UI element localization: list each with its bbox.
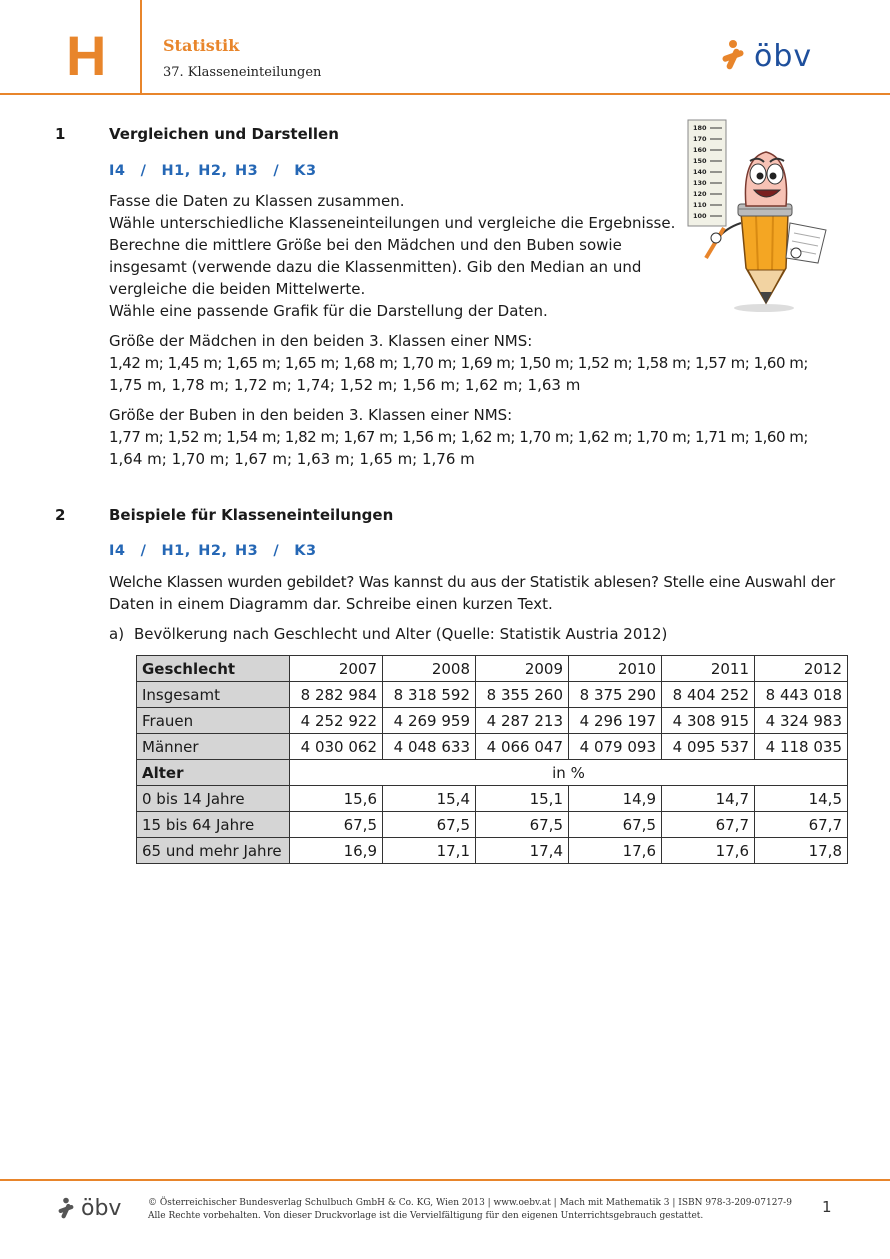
table-row bbox=[137, 812, 848, 838]
ruler-tick-label: 150 bbox=[693, 157, 707, 165]
footer-line: Alle Rechte vorbehalten. Von dieser Druckvorlage ist die Vervielfältigung für den eigenen Unterrichtsgebrauch gestattet. bbox=[148, 1211, 704, 1221]
exercise-number-1: 1 bbox=[55, 125, 66, 143]
table-cell: 67,7 bbox=[755, 812, 848, 838]
row-label: 15 bis 64 Jahre bbox=[137, 812, 290, 838]
pencil-mascot-icon bbox=[686, 118, 836, 318]
table-cell: 4 308 915 bbox=[662, 708, 755, 734]
table-cell: 4 296 197 bbox=[569, 708, 662, 734]
population-table bbox=[136, 655, 848, 864]
ruler-tick-label: 110 bbox=[693, 201, 707, 209]
table-row bbox=[137, 708, 848, 734]
row-label: 0 bis 14 Jahre bbox=[137, 786, 290, 812]
table-cell: 4 324 983 bbox=[755, 708, 848, 734]
table-cell: 17,6 bbox=[569, 838, 662, 864]
ruler-tick-label: 130 bbox=[693, 179, 707, 187]
table-cell: 4 252 922 bbox=[290, 708, 383, 734]
table-cell: 15,4 bbox=[383, 786, 476, 812]
exercise-1-instructions bbox=[109, 190, 675, 322]
table-cell: 8 355 260 bbox=[476, 682, 569, 708]
year-header: 2008 bbox=[383, 656, 476, 682]
footer-divider bbox=[0, 1179, 890, 1181]
exercise-title-1: Vergleichen und Darstellen bbox=[109, 125, 339, 143]
table-cell: 14,7 bbox=[662, 786, 755, 812]
table-cell: 16,9 bbox=[290, 838, 383, 864]
footer-logo-text: öbv bbox=[81, 1196, 122, 1221]
table-row bbox=[137, 734, 848, 760]
ruler-tick-label: 140 bbox=[693, 168, 707, 176]
publisher-logo bbox=[718, 38, 812, 74]
competence-codes-2: I4 / H1, H2, H3 / K3 bbox=[109, 543, 317, 559]
boys-heights-line: 1,64 m; 1,70 m; 1,67 m; 1,63 m; 1,65 m; 1,76 m bbox=[109, 450, 475, 468]
table-cell: 67,5 bbox=[569, 812, 662, 838]
item-a-text: Bevölkerung nach Geschlecht und Alter (Quelle: Statistik Austria 2012) bbox=[134, 625, 668, 643]
boys-heights-title: Größe der Buben in den beiden 3. Klassen einer NMS: bbox=[109, 406, 513, 424]
table-cell: 4 030 062 bbox=[290, 734, 383, 760]
age-header-label: Alter bbox=[137, 760, 290, 786]
table-cell: 67,5 bbox=[383, 812, 476, 838]
year-header: 2010 bbox=[569, 656, 662, 682]
table-header-row bbox=[137, 656, 848, 682]
chapter-title: 37. Klasseneinteilungen bbox=[163, 65, 322, 80]
year-header: 2011 bbox=[662, 656, 755, 682]
ruler-tick-label: 120 bbox=[693, 190, 707, 198]
row-label: Männer bbox=[137, 734, 290, 760]
pencil-mascot-illustration bbox=[686, 118, 836, 318]
table-cell: 17,1 bbox=[383, 838, 476, 864]
instruction-line: Berechne die mittlere Größe bei den Mädchen und den Buben sowie bbox=[109, 236, 622, 254]
table-header-label: Geschlecht bbox=[137, 656, 290, 682]
row-label: 65 und mehr Jahre bbox=[137, 838, 290, 864]
ruler-tick-label: 100 bbox=[693, 212, 707, 220]
publisher-star-icon bbox=[718, 39, 748, 73]
table-row bbox=[137, 682, 848, 708]
chapter-letter: H bbox=[66, 24, 107, 87]
table-cell: 8 404 252 bbox=[662, 682, 755, 708]
year-header: 2012 bbox=[755, 656, 848, 682]
row-label: Insgesamt bbox=[137, 682, 290, 708]
table-cell: 4 287 213 bbox=[476, 708, 569, 734]
table-cell: 8 375 290 bbox=[569, 682, 662, 708]
girls-heights-line: 1,42 m; 1,45 m; 1,65 m; 1,65 m; 1,68 m; 1,70 m; 1,69 m; 1,50 m; 1,52 m; 1,58 m; 1,57 m; 1,60 m; bbox=[109, 354, 808, 372]
exercise-2-text-line: Welche Klassen wurden gebildet? Was kannst du aus der Statistik ablesen? Stelle eine Auswahl der bbox=[109, 573, 836, 591]
table-cell: 8 282 984 bbox=[290, 682, 383, 708]
exercise-2-text-line: Daten in einem Diagramm dar. Schreibe einen kurzen Text. bbox=[109, 595, 553, 613]
competence-codes-1: I4 / H1, H2, H3 / K3 bbox=[109, 163, 317, 179]
footer-line: © Österreichischer Bundesverlag Schulbuch GmbH & Co. KG, Wien 2013 | www.oebv.at | Mach mit Mathematik 3 | ISBN 978-3-209-07127-9 bbox=[148, 1198, 792, 1208]
exercise-2-text bbox=[109, 571, 835, 615]
header-divider-horizontal bbox=[0, 93, 890, 95]
page-number: 1 bbox=[822, 1198, 832, 1216]
table-cell: 8 443 018 bbox=[755, 682, 848, 708]
table-cell: 4 269 959 bbox=[383, 708, 476, 734]
table-cell: 17,8 bbox=[755, 838, 848, 864]
footer-star-icon bbox=[55, 1197, 77, 1221]
table-cell: 4 066 047 bbox=[476, 734, 569, 760]
footer-copyright bbox=[148, 1197, 792, 1223]
instruction-line: Wähle eine passende Grafik für die Darstellung der Daten. bbox=[109, 302, 548, 320]
table-cell: 15,6 bbox=[290, 786, 383, 812]
table-cell: 4 095 537 bbox=[662, 734, 755, 760]
table-cell: 14,5 bbox=[755, 786, 848, 812]
exercise-title-2: Beispiele für Klasseneinteilungen bbox=[109, 506, 394, 524]
table-cell: 15,1 bbox=[476, 786, 569, 812]
boys-heights-line: 1,77 m; 1,52 m; 1,54 m; 1,82 m; 1,67 m; 1,56 m; 1,62 m; 1,70 m; 1,62 m; 1,70 m; 1,71 m; 1,60 m; bbox=[109, 428, 808, 446]
publisher-logo-text: öbv bbox=[754, 38, 813, 74]
ruler-tick-label: 160 bbox=[693, 146, 707, 154]
year-header: 2009 bbox=[476, 656, 569, 682]
exercise-number-2: 2 bbox=[55, 506, 66, 524]
age-unit: in % bbox=[290, 760, 848, 786]
subject-title: Statistik bbox=[163, 36, 240, 55]
table-cell: 4 048 633 bbox=[383, 734, 476, 760]
table-cell: 14,9 bbox=[569, 786, 662, 812]
table-row bbox=[137, 786, 848, 812]
instruction-line: Fasse die Daten zu Klassen zusammen. bbox=[109, 192, 405, 210]
table-cell: 67,5 bbox=[476, 812, 569, 838]
table-cell: 67,5 bbox=[290, 812, 383, 838]
year-header: 2007 bbox=[290, 656, 383, 682]
row-label: Frauen bbox=[137, 708, 290, 734]
table-row bbox=[137, 838, 848, 864]
item-a-label: a) bbox=[109, 625, 125, 643]
table-cell: 8 318 592 bbox=[383, 682, 476, 708]
table-cell: 67,7 bbox=[662, 812, 755, 838]
table-cell: 4 118 035 bbox=[755, 734, 848, 760]
table-age-header-row bbox=[137, 760, 848, 786]
instruction-line: Wähle unterschiedliche Klasseneinteilungen und vergleiche die Ergebnisse. bbox=[109, 214, 676, 232]
ruler-tick-label: 180 bbox=[693, 124, 707, 132]
girls-heights-title: Größe der Mädchen in den beiden 3. Klassen einer NMS: bbox=[109, 332, 533, 350]
table-cell: 17,6 bbox=[662, 838, 755, 864]
girls-heights bbox=[109, 330, 808, 396]
instruction-line: vergleiche die beiden Mittelwerte. bbox=[109, 280, 366, 298]
footer-logo bbox=[55, 1196, 121, 1221]
table-cell: 4 079 093 bbox=[569, 734, 662, 760]
table-cell: 17,4 bbox=[476, 838, 569, 864]
boys-heights bbox=[109, 404, 808, 470]
instruction-line: insgesamt (verwende dazu die Klassenmitten). Gib den Median an und bbox=[109, 258, 642, 276]
ruler-tick-label: 170 bbox=[693, 135, 707, 143]
girls-heights-line: 1,75 m, 1,78 m; 1,72 m; 1,74; 1,52 m; 1,56 m; 1,62 m; 1,63 m bbox=[109, 376, 581, 394]
header-divider-vertical bbox=[140, 0, 142, 94]
